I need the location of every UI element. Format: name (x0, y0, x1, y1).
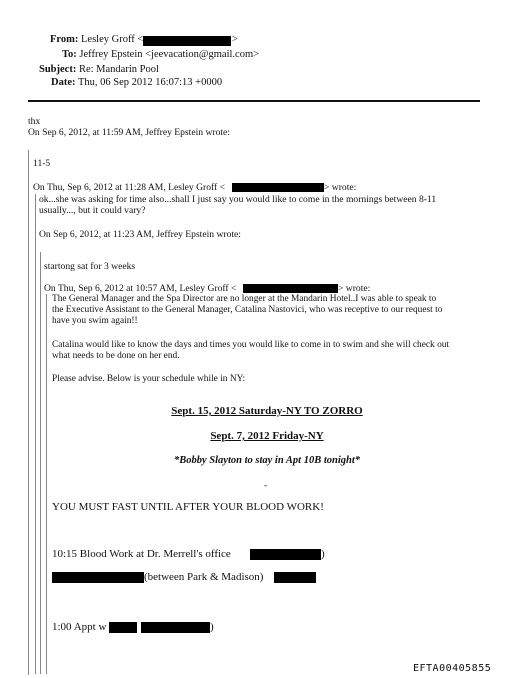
blood-work-paren: ) (321, 548, 325, 560)
body-line-14: what needs to be done on her end. (52, 351, 180, 361)
subject-label: Subject: (39, 64, 77, 75)
to-value: Jeffrey Epstein <jeevacation@gmail.com> (79, 49, 260, 60)
from-row (50, 34, 143, 45)
body-line-13: Catalina would like to know the days and times you would like to come in to swim and she will check out (52, 340, 450, 350)
body-line-12: have you swim again!! (52, 316, 138, 326)
from-label: From: (50, 34, 79, 45)
to-row (62, 49, 259, 60)
to-label: To: (62, 49, 77, 60)
blood-work-line: 10:15 Blood Work at Dr. Merrell's office (52, 548, 231, 560)
quote-header-1: On Sep 6, 2012, at 11:59 AM, Jeffrey Epstein wrote: (28, 127, 230, 138)
quote-bar-1 (28, 150, 29, 675)
appt-paren: ) (210, 621, 214, 633)
reply-thx: thx (28, 116, 41, 127)
redaction-address-1 (250, 549, 321, 560)
appt-line: 1:00 Appt w (52, 621, 107, 633)
quote-header-4: On Thu, Sep 6, 2012 at 10:57 AM, Lesley Groff < (44, 283, 237, 294)
body-line-11: the Executive Assistant to the General Manager, Catalina Nastovici, who was receptive to our request to (52, 305, 443, 315)
body-line-15: Please advise. Below is your schedule while in NY: (52, 374, 246, 384)
redaction-address-2 (52, 572, 144, 583)
schedule-zorro: Sept. 15, 2012 Saturday-NY TO ZORRO (171, 405, 363, 417)
quote-bar-2 (35, 194, 36, 674)
body-line-6: usually..., but it could vary? (39, 205, 146, 216)
body-line-8: startong sat for 3 weeks (44, 261, 136, 272)
reply-11-5: 11-5 (33, 158, 51, 169)
quote-header-2-end: > wrote: (324, 182, 357, 193)
date-row (51, 77, 222, 88)
quote-header-4-end: > wrote: (338, 283, 371, 294)
subject-row (39, 64, 159, 75)
quote-header-2: On Thu, Sep 6, 2012 at 11:28 AM, Lesley Groff < (33, 182, 226, 193)
body-line-10: The General Manager and the Spa Director are no longer at the Mandarin Hotel..I was able to speak to (52, 294, 437, 304)
quote-bar-4 (46, 294, 47, 674)
quote-header-3: On Sep 6, 2012, at 11:23 AM, Jeffrey Epstein wrote: (39, 229, 241, 240)
redaction-email-2 (243, 284, 338, 293)
date-value: Thu, 06 Sep 2012 16:07:13 +0000 (77, 77, 223, 88)
header-divider (28, 100, 480, 102)
redaction-address-3 (274, 572, 316, 583)
schedule-dash: - (264, 480, 268, 491)
redaction-email-1 (232, 183, 324, 192)
from-end: > (232, 34, 238, 45)
schedule-note: *Bobby Slayton to stay in Apt 10B tonight* (173, 455, 361, 466)
redaction-appt-1 (109, 622, 137, 633)
quote-bar-3 (40, 252, 41, 674)
from-value: Lesley Groff < (81, 34, 144, 45)
address-between: (between Park & Madison) (144, 571, 264, 583)
document-id: EFTA00405855 (413, 663, 492, 674)
schedule-friday-ny: Sept. 7, 2012 Friday-NY (210, 430, 324, 442)
date-label: Date: (51, 77, 76, 88)
redaction-from (143, 36, 231, 46)
redaction-appt-2 (141, 622, 210, 633)
subject-value: Re: Mandarin Pool (78, 64, 159, 75)
body-line-5: ok...she was asking for time also...shall I just say you would like to come in the mornings between 8-11 (39, 194, 437, 205)
fast-warning: YOU MUST FAST UNTIL AFTER YOUR BLOOD WORK! (52, 501, 324, 513)
